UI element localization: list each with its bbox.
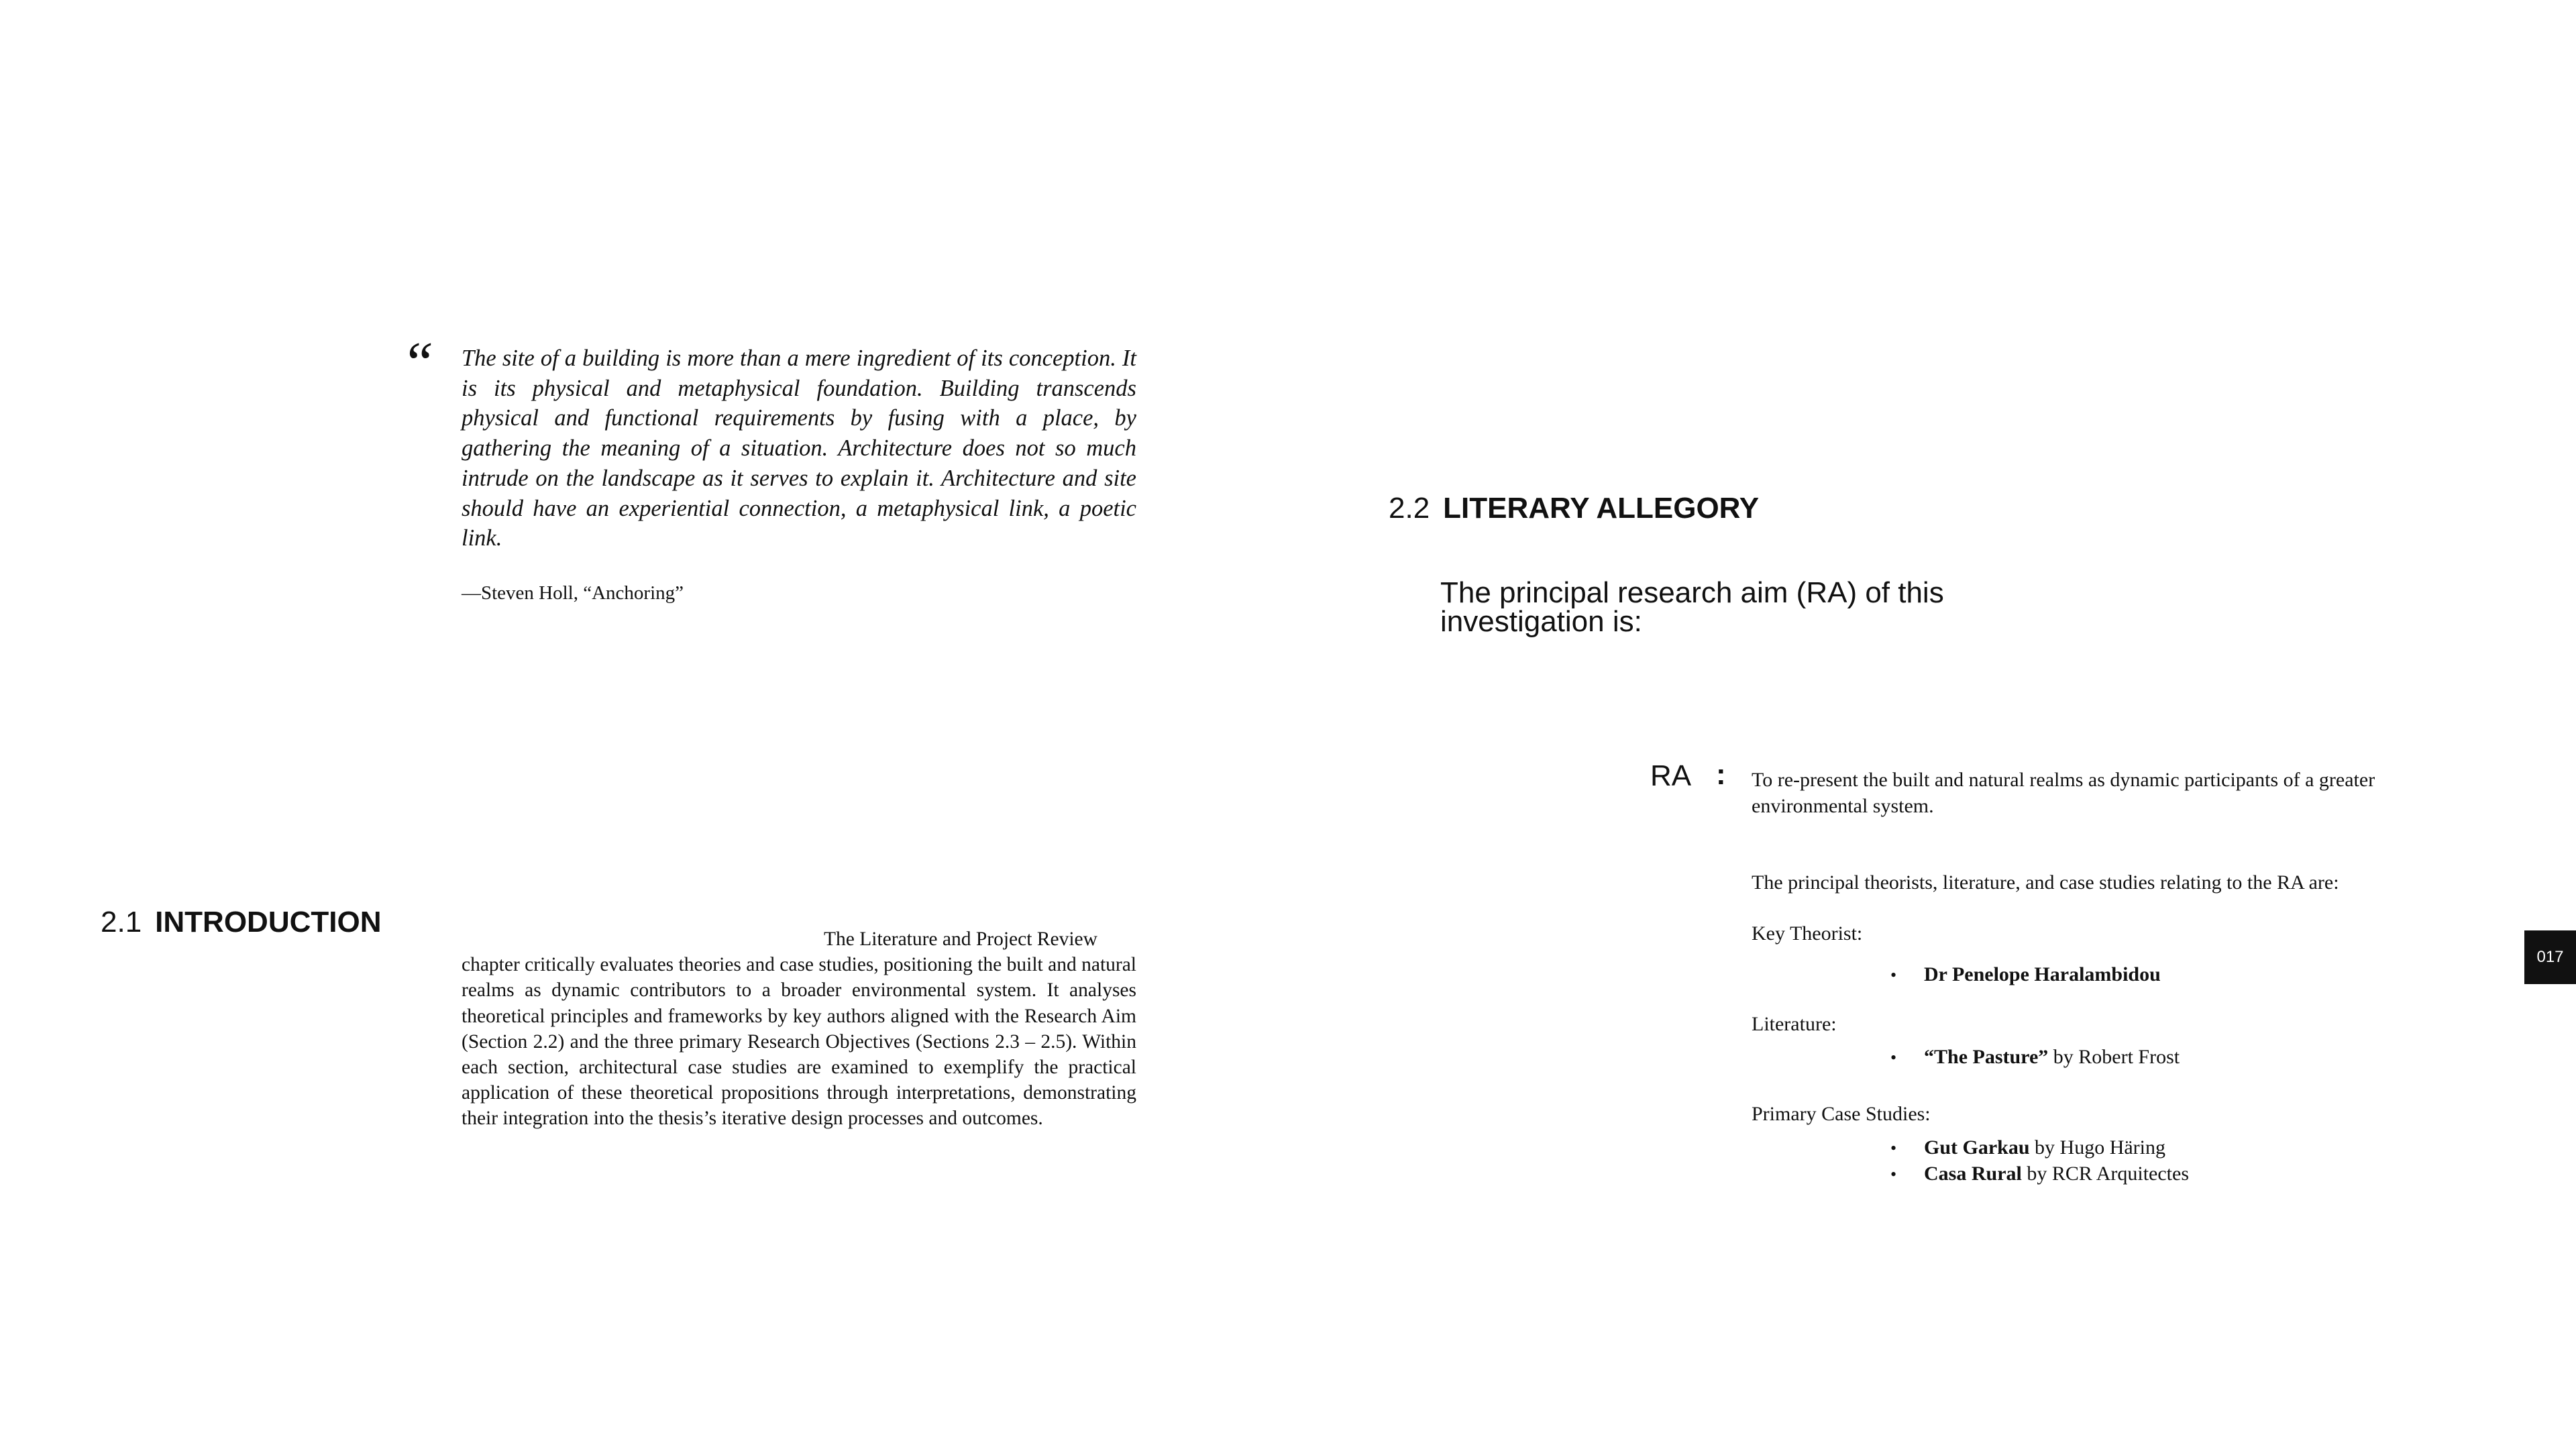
theorists-intro-line: The principal theorists, literature, and case studies relating to the RA are: — [1752, 871, 2339, 894]
page-number: 017 — [2536, 948, 2564, 966]
list-item-key-theorist — [1890, 962, 2161, 988]
bullet: • — [1890, 1048, 1897, 1067]
case-studies-label: Primary Case Studies: — [1752, 1103, 1931, 1125]
item-author: by Hugo Häring — [2029, 1136, 2166, 1159]
item-title: Dr Penelope Haralambidou — [1924, 963, 2161, 985]
item-title: Casa Rural — [1924, 1163, 2022, 1185]
list-item-case-study — [1890, 1161, 2189, 1187]
research-aim-statement: The principal research aim (RA) of this investigation is: — [1440, 576, 1944, 638]
introduction-first-line: The Literature and Project Review — [824, 928, 1097, 950]
ra-text: To re-present the built and natural realms as dynamic participants of a greater environmental system. — [1752, 769, 2375, 817]
section-number: 2.2 — [1389, 492, 1430, 525]
list-item-literature — [1890, 1044, 2180, 1071]
section-number: 2.1 — [101, 906, 142, 938]
item-title: “The Pasture” — [1924, 1046, 2049, 1068]
ra-colon: : — [1716, 758, 1726, 791]
section-heading-literary-allegory — [1389, 494, 1759, 523]
bullet: • — [1890, 1138, 1897, 1158]
ra-label: RA — [1650, 759, 1692, 792]
literature-label: Literature: — [1752, 1013, 1837, 1035]
epigraph-quote: The site of a building is more than a mere ingredient of its conception. It is its physical and metaphysical foundation. Building transcends physical and functional requirements by fusing with a place, by gathering the meaning of a situation. Architecture does not so much intrude on the landscape as it serves to explain it. Architecture and site should have an experiential connection, a metaphysical link, a poetic link. — [462, 345, 1136, 551]
introduction-body: chapter critically evaluates theories and case studies, positioning the built and natural realms as dynamic contributors to a broader environmental system. It analyses theoretical principles and frameworks by key authors aligned with the Research Aim (Section 2.2) and the three primary Research Objectives (Sections 2.3 – 2.5). Within each section, architectural case studies are examined to exemplify the practical application of these theoretical propositions through interpretations, demonstrating their integration into the thesis’s iterative design processes and outcomes. — [462, 954, 1136, 1130]
bullet: • — [1890, 965, 1897, 985]
item-title: Gut Garkau — [1924, 1136, 2030, 1159]
key-theorist-label: Key Theorist: — [1752, 922, 1863, 945]
list-item-case-study — [1890, 1135, 2165, 1161]
item-author: by Robert Frost — [2048, 1046, 2180, 1068]
bullet: • — [1890, 1165, 1897, 1184]
quote-attribution: —Steven Holl, “Anchoring” — [462, 582, 684, 604]
section-title: INTRODUCTION — [155, 906, 382, 938]
section-title: LITERARY ALLEGORY — [1443, 492, 1760, 525]
quote-mark: “ — [401, 331, 434, 396]
section-heading-introduction — [101, 908, 381, 937]
item-author: by RCR Arquitectes — [2021, 1163, 2189, 1185]
page-number-tab — [2524, 930, 2576, 984]
introduction-paragraph — [462, 926, 1136, 1132]
